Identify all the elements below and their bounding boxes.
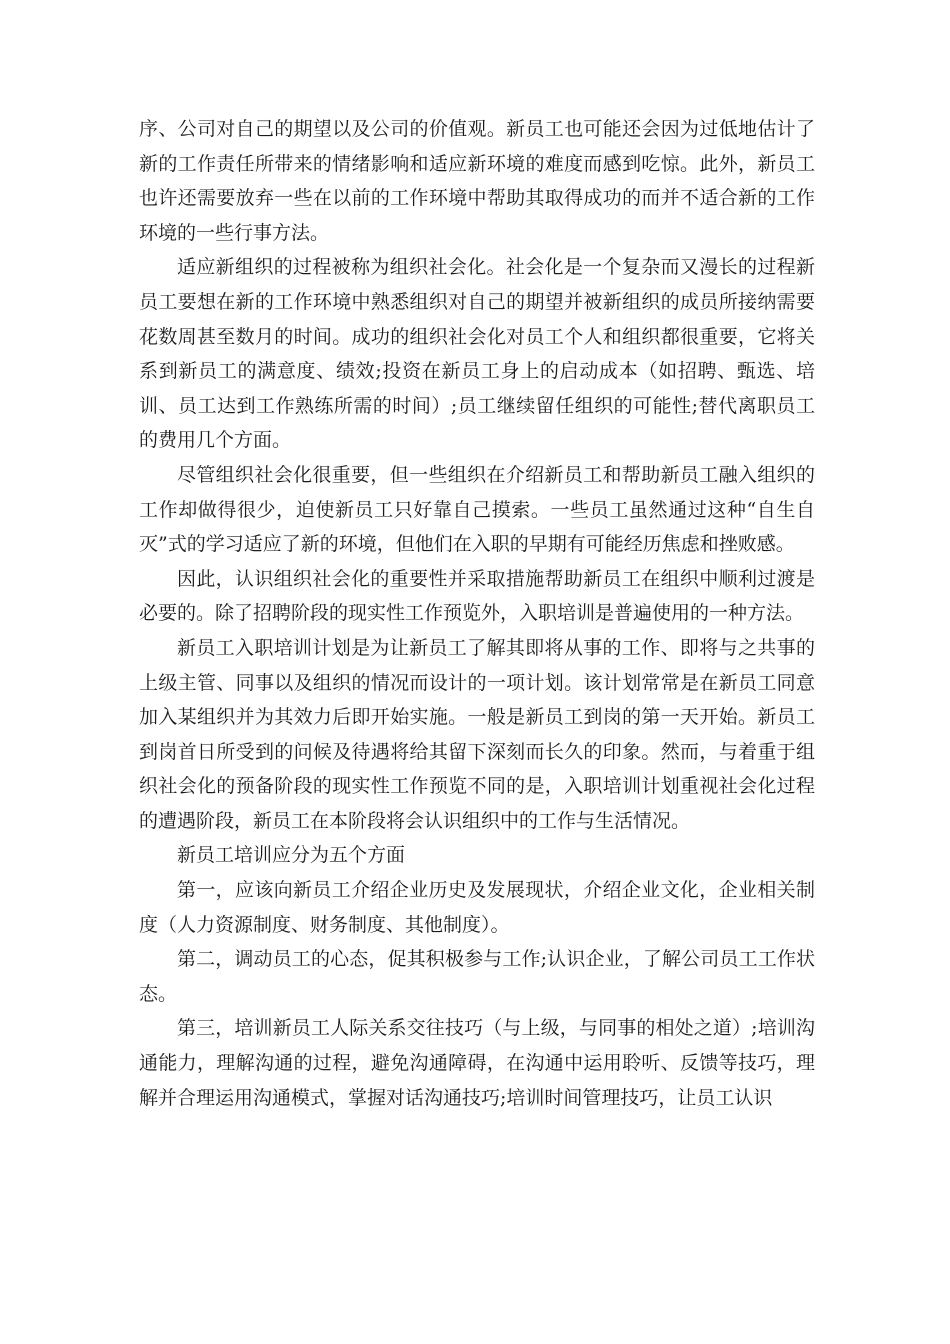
- paragraph-5: 新员工入职培训计划是为让新员工了解其即将从事的工作、即将与之共事的上级主管、同事以及组织的情况而设计的一项计划。该计划常常是在新员工同意加入某组织并为其效力后即开始实施。一般是新员工到岗的第一天开始。新员工到岗首日所受到的问候及待遇将给其留下深刻而长久的印象。然而，与着重于组织社会化的预备阶段的现实性工作预览不同的是，入职培训计划重视社会化过程的遭遇阶段，新员工在本阶段将会认识组织中的工作与生活情况。: [139, 636, 815, 832]
- paragraph-2: 适应新组织的过程被称为组织社会化。社会化是一个复杂而又漫长的过程新员工要想在新的工作环境中熟悉组织对自己的期望并被新组织的成员所接纳需要花数周甚至数月的时间。成功的组织社会化对员工个人和组织都很重要，它将关系到新员工的满意度、绩效;投资在新员工身上的启动成本（如招聘、甄选、培训、员工达到工作熟练所需的时间）;员工继续留任组织的可能性;替代离职员工的费用几个方面。: [139, 256, 815, 452]
- paragraph-second-point: 第二，调动员工的心态，促其积极参与工作;认识企业，了解公司员工工作状态。: [139, 948, 815, 1005]
- paragraph-4: 因此，认识组织社会化的重要性并采取措施帮助新员工在组织中顺利过渡是必要的。除了招聘阶段的现实性工作预览外，入职培训是普遍使用的一种方法。: [139, 567, 815, 625]
- document-body: [139, 112, 815, 1115]
- paragraph-3: 尽管组织社会化很重要，但一些组织在介绍新员工和帮助新员工融入组织的工作却做得很少，迫使新员工只好靠自己摸索。一些员工虽然通过这种“自生自灭”式的学习适应了新的环境，但他们在入职的早期有可能经历焦虑和挫败感。: [139, 463, 815, 556]
- paragraph-third-point: 第三，培训新员工人际关系交往技巧（与上级，与同事的相处之道）;培训沟通能力，理解沟通的过程，避免沟通障碍，在沟通中运用聆听、反馈等技巧，理解并合理运用沟通模式，掌握对话沟通技巧;培训时间管理技巧，让员工认识: [139, 1017, 815, 1109]
- section-heading: 新员工培训应分为五个方面: [177, 844, 406, 867]
- paragraph-first-point: 第一，应该向新员工介绍企业历史及发展现状，介绍企业文化，企业相关制度（人力资源制度、财务制度、其他制度）。: [139, 879, 815, 936]
- paragraph-1: 序、公司对自己的期望以及公司的价值观。新员工也可能还会因为过低地估计了新的工作责任所带来的情绪影响和适应新环境的难度而感到吃惊。此外，新员工也许还需要放弃一些在以前的工作环境中帮助其取得成功的而并不适合新的工作环境的一些行事方法。: [139, 118, 815, 244]
